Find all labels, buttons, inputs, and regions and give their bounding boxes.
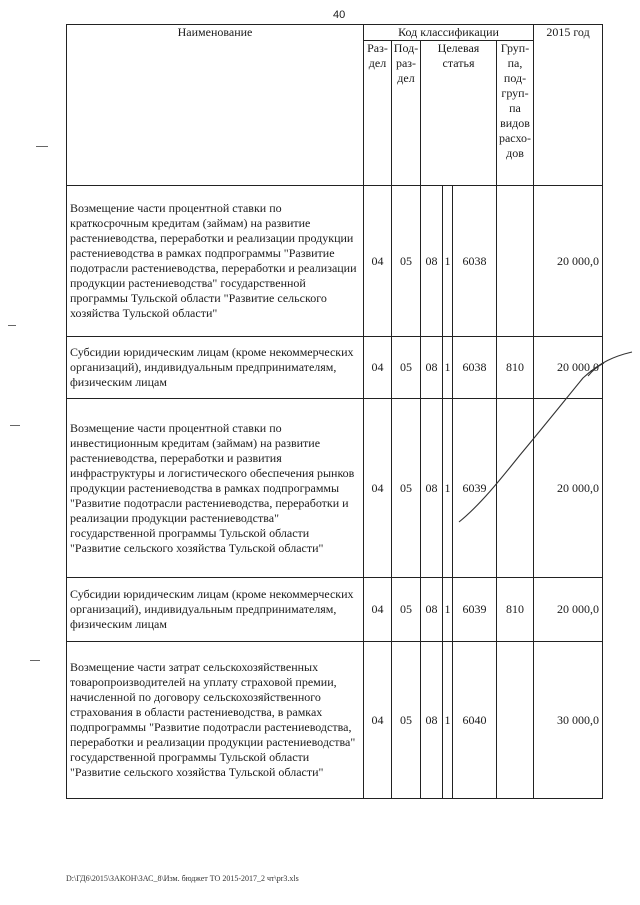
page-number: 40 — [333, 9, 346, 21]
row-group: 810 — [497, 578, 534, 642]
header-podrazdel: Под-раз-дел — [392, 41, 421, 186]
row-razdel: 04 — [364, 642, 392, 799]
margin-mark — [30, 660, 40, 661]
margin-mark — [8, 325, 16, 326]
row-ts3: 6038 — [453, 186, 497, 337]
row-podrazdel: 05 — [392, 578, 421, 642]
row-group — [497, 186, 534, 337]
table-row — [67, 399, 603, 578]
row-ts2: 1 — [443, 642, 453, 799]
margin-mark — [10, 425, 20, 426]
header-target: Целевая статья — [421, 41, 497, 186]
row-name: Возмещение части процентной ставки по инвестиционным кредитам (займам) на развитие растениеводства, переработки и развития инфраструктуры и логистического обеспечения рынков продукции растениеводства в рамках подпрограммы "Развитие подотрасли растениеводства, переработки и реализации продукции растениеводства" государственной программы Тульской области "Развитие сельского хозяйства Тульской области" — [67, 399, 364, 578]
row-amount: 30 000,0 — [534, 642, 603, 799]
row-ts2: 1 — [443, 186, 453, 337]
row-group — [497, 399, 534, 578]
row-ts1: 08 — [421, 399, 443, 578]
row-ts3: 6040 — [453, 642, 497, 799]
table-row — [67, 337, 603, 399]
header-year: 2015 год — [534, 25, 603, 186]
row-razdel: 04 — [364, 399, 392, 578]
row-group: 810 — [497, 337, 534, 399]
header-code-group: Код классификации — [364, 25, 534, 41]
row-ts2: 1 — [443, 578, 453, 642]
row-ts1: 08 — [421, 578, 443, 642]
row-amount: 20 000,0 — [534, 337, 603, 399]
row-amount: 20 000,0 — [534, 399, 603, 578]
row-razdel: 04 — [364, 337, 392, 399]
row-name: Возмещение части затрат сельскохозяйственных товаропроизводителей на уплату страховой премии, начисленной по договору сельскохозяйственного страхования в области растениеводства, в рамках подпрограммы "Развитие подотрасли растениеводства, переработки и реализации продукции растениеводства" государственной программы Тульской области "Развитие сельского хозяйства Тульской области" — [67, 642, 364, 799]
row-amount: 20 000,0 — [534, 186, 603, 337]
row-name: Возмещение части процентной ставки по краткосрочным кредитам (займам) на развитие растениеводства, переработки и реализации продукции растениеводства в рамках подпрограммы "Развитие подотрасли растениеводства, переработки и реализации продукции растениеводства" государственной программы Тульской области "Развитие сельского хозяйства Тульской области" — [67, 186, 364, 337]
row-name: Субсидии юридическим лицам (кроме некоммерческих организаций), индивидуальным предпринимателям, физическим лицам — [67, 578, 364, 642]
table-row — [67, 642, 603, 799]
footer-file-path: D:\ГД6\2015\ЗАКОН\ЗАС_8\Изм. бюджет ТО 2015-2017_2 чт\pr3.xls — [66, 874, 299, 883]
row-ts1: 08 — [421, 337, 443, 399]
row-ts3: 6039 — [453, 578, 497, 642]
table-row — [67, 578, 603, 642]
row-ts1: 08 — [421, 642, 443, 799]
budget-table — [66, 24, 603, 799]
row-podrazdel: 05 — [392, 642, 421, 799]
header-row-top — [67, 25, 603, 41]
row-ts3: 6039 — [453, 399, 497, 578]
row-razdel: 04 — [364, 186, 392, 337]
row-ts2: 1 — [443, 337, 453, 399]
row-ts2: 1 — [443, 399, 453, 578]
row-podrazdel: 05 — [392, 337, 421, 399]
header-name: Наименование — [67, 25, 364, 186]
row-amount: 20 000,0 — [534, 578, 603, 642]
table-row — [67, 186, 603, 337]
header-group: Груп-па, под-груп-па видов расхо-дов — [497, 41, 534, 186]
margin-mark — [36, 146, 48, 147]
row-ts3: 6038 — [453, 337, 497, 399]
row-name: Субсидии юридическим лицам (кроме некоммерческих организаций), индивидуальным предпринимателям, физическим лицам — [67, 337, 364, 399]
row-razdel: 04 — [364, 578, 392, 642]
row-group — [497, 642, 534, 799]
row-podrazdel: 05 — [392, 186, 421, 337]
header-razdel: Раз-дел — [364, 41, 392, 186]
row-ts1: 08 — [421, 186, 443, 337]
row-podrazdel: 05 — [392, 399, 421, 578]
